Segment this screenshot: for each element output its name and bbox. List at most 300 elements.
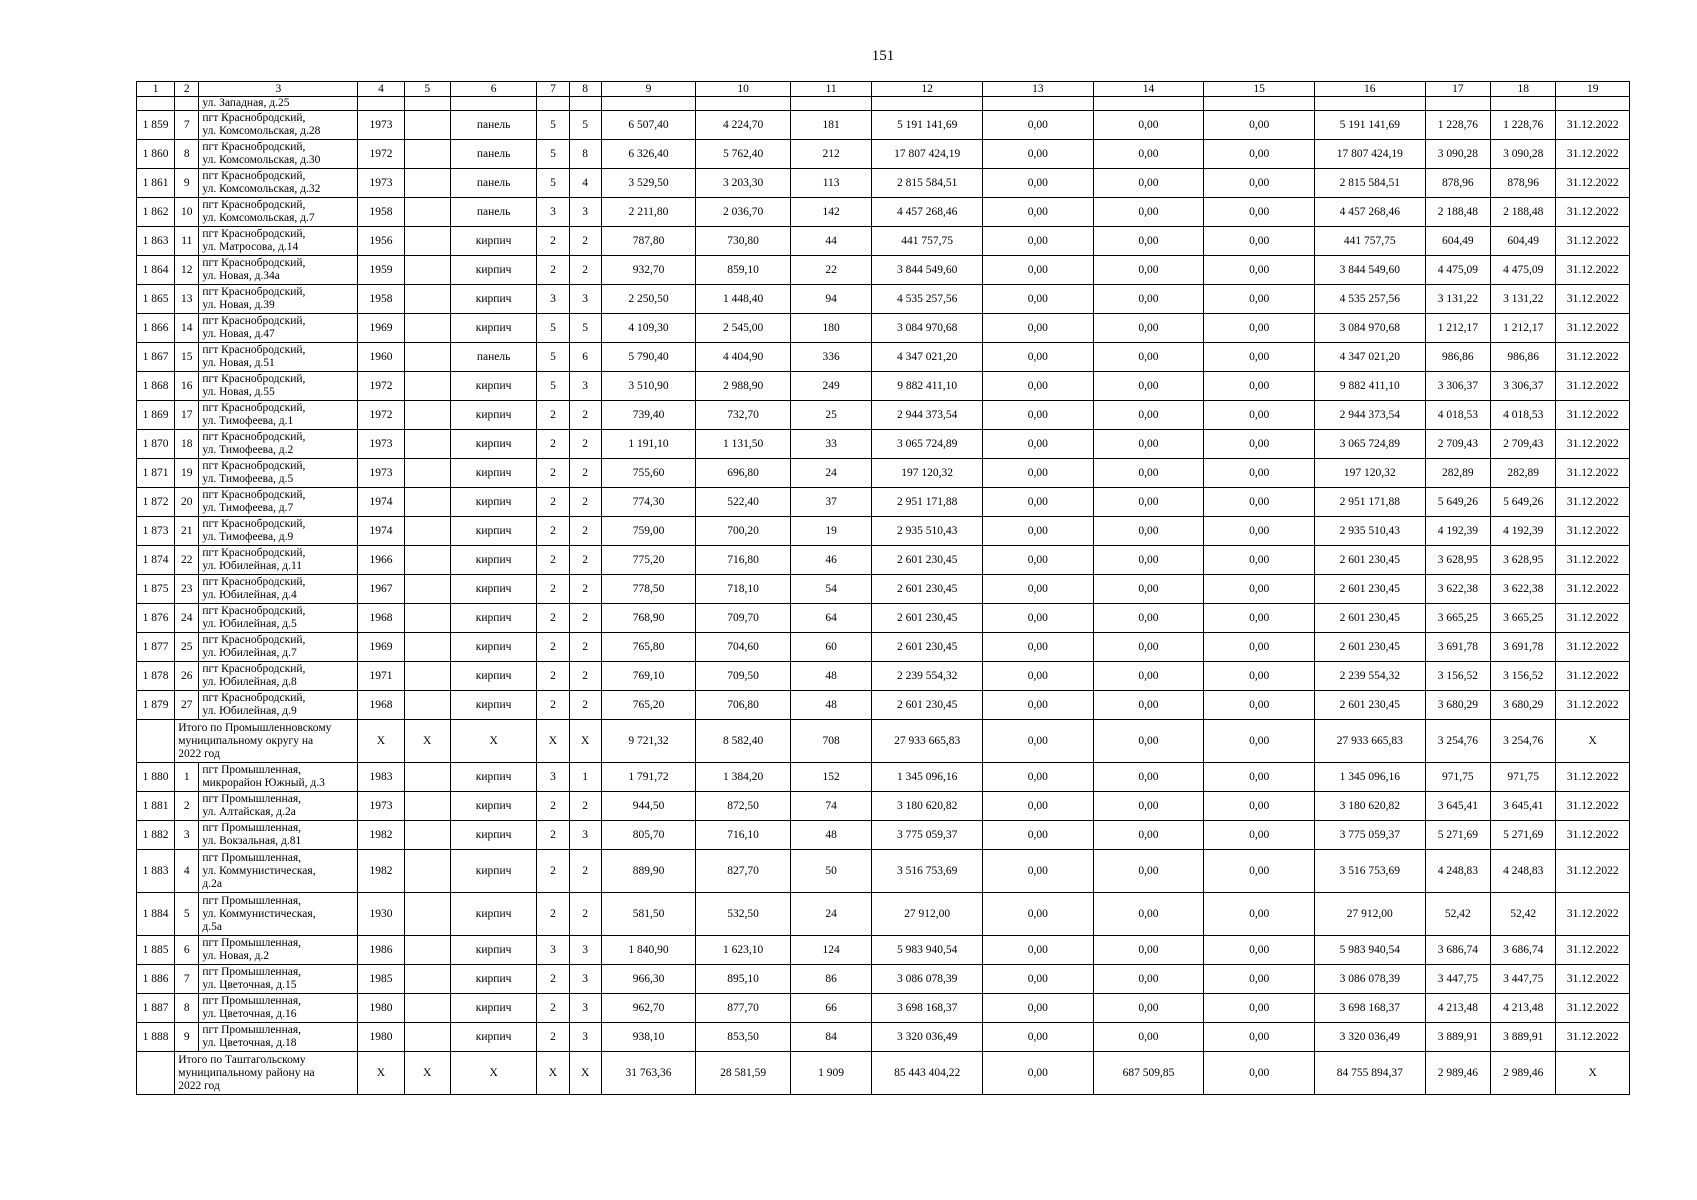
col-5-cell: X bbox=[404, 1052, 450, 1095]
col-14-cell: 0,00 bbox=[1093, 821, 1204, 850]
address-line: д.2а bbox=[202, 877, 222, 890]
col-11-cell: 84 bbox=[790, 1023, 871, 1052]
col-14-cell: 0,00 bbox=[1093, 285, 1204, 314]
address-line: пгт Краснобродский, bbox=[202, 460, 306, 472]
col-9-cell: 889,90 bbox=[601, 850, 696, 893]
column-header: 17 bbox=[1425, 82, 1490, 97]
col-16-cell: 3 065 724,89 bbox=[1314, 430, 1425, 459]
col-4-cell: 1980 bbox=[358, 994, 404, 1023]
col-14-cell: 0,00 bbox=[1093, 691, 1204, 720]
col-15-cell: 0,00 bbox=[1204, 227, 1315, 256]
col-14-cell: 0,00 bbox=[1093, 662, 1204, 691]
col-6-cell: кирпич bbox=[450, 285, 537, 314]
col-18-cell: 3 691,78 bbox=[1491, 633, 1556, 662]
col-9-cell: 4 109,30 bbox=[601, 314, 696, 343]
col-14-cell: 0,00 bbox=[1093, 140, 1204, 169]
address-line: пгт Промышленная, bbox=[202, 851, 301, 864]
col-15-cell: 0,00 bbox=[1204, 198, 1315, 227]
address-cell bbox=[199, 965, 358, 994]
col-6-cell: кирпич bbox=[450, 488, 537, 517]
col-8-cell: X bbox=[569, 1052, 601, 1095]
col-9-cell: 787,80 bbox=[601, 227, 696, 256]
table-row bbox=[137, 821, 1630, 850]
col-4-cell: 1973 bbox=[358, 430, 404, 459]
col-11-cell: 66 bbox=[790, 994, 871, 1023]
column-header: 1 bbox=[137, 82, 175, 97]
record-number-cell: 1 875 bbox=[137, 575, 175, 604]
col-10-cell: 1 384,20 bbox=[696, 763, 791, 792]
col-8-cell: 2 bbox=[569, 256, 601, 285]
col-8-cell: 1 bbox=[569, 763, 601, 792]
col-10-cell: 859,10 bbox=[696, 256, 791, 285]
col-4-cell: 1974 bbox=[358, 488, 404, 517]
address-cell bbox=[199, 575, 358, 604]
col-7-cell: 2 bbox=[537, 1023, 569, 1052]
col-18-cell: 282,89 bbox=[1491, 459, 1556, 488]
col-12-cell: 2 951 171,88 bbox=[872, 488, 983, 517]
table-continuation-row bbox=[137, 97, 1630, 111]
col-15-cell: 0,00 bbox=[1204, 285, 1315, 314]
col-5-cell bbox=[404, 140, 450, 169]
col-10-cell: 704,60 bbox=[696, 633, 791, 662]
col-16-cell bbox=[1314, 97, 1425, 111]
col-11-cell: 113 bbox=[790, 169, 871, 198]
table-row bbox=[137, 401, 1630, 430]
col-11-cell: 46 bbox=[790, 546, 871, 575]
col-19-cell: 31.12.2022 bbox=[1556, 662, 1630, 691]
col-17-cell: 5 649,26 bbox=[1425, 488, 1490, 517]
table-row bbox=[137, 763, 1630, 792]
page-number: 151 bbox=[871, 48, 895, 64]
col-4-cell: 1980 bbox=[358, 1023, 404, 1052]
table-row bbox=[137, 792, 1630, 821]
address-line: пгт Краснобродский, bbox=[202, 141, 306, 153]
address-cell bbox=[199, 662, 358, 691]
address-line: пгт Промышленная, bbox=[202, 894, 301, 907]
col-18-cell: 3 889,91 bbox=[1491, 1023, 1556, 1052]
address-line: пгт Промышленная, bbox=[202, 764, 301, 776]
col-17-cell: 2 989,46 bbox=[1425, 1052, 1490, 1095]
address-cell bbox=[199, 140, 358, 169]
col-19-cell: 31.12.2022 bbox=[1556, 430, 1630, 459]
col-13-cell: 0,00 bbox=[983, 285, 1094, 314]
col-7-cell: 2 bbox=[537, 604, 569, 633]
col-13-cell: 0,00 bbox=[983, 821, 1094, 850]
col-5-cell bbox=[404, 662, 450, 691]
col-10-cell: 827,70 bbox=[696, 850, 791, 893]
col-18-cell: 3 686,74 bbox=[1491, 936, 1556, 965]
col-11-cell: 94 bbox=[790, 285, 871, 314]
col-9-cell: 938,10 bbox=[601, 1023, 696, 1052]
col-12-cell: 197 120,32 bbox=[872, 459, 983, 488]
col-6-cell: панель bbox=[450, 198, 537, 227]
address-line: ул. Новая, д.51 bbox=[202, 357, 275, 369]
col-4-cell: 1973 bbox=[358, 792, 404, 821]
table-row bbox=[137, 343, 1630, 372]
col-6-cell: кирпич bbox=[450, 256, 537, 285]
col-11-cell: 74 bbox=[790, 792, 871, 821]
col-19-cell: 31.12.2022 bbox=[1556, 343, 1630, 372]
col-14-cell: 0,00 bbox=[1093, 792, 1204, 821]
col-13-cell: 0,00 bbox=[983, 633, 1094, 662]
col-6-cell: кирпич bbox=[450, 575, 537, 604]
col-12-cell: 441 757,75 bbox=[872, 227, 983, 256]
col-14-cell: 0,00 bbox=[1093, 430, 1204, 459]
col-9-cell: 581,50 bbox=[601, 893, 696, 936]
col-7-cell: 2 bbox=[537, 850, 569, 893]
record-number-cell: 1 877 bbox=[137, 633, 175, 662]
address-line: пгт Краснобродский, bbox=[202, 489, 306, 501]
col-11-cell: 50 bbox=[790, 850, 871, 893]
col-8-cell bbox=[569, 97, 601, 111]
table-row bbox=[137, 111, 1630, 140]
address-line: ул. Новая, д.2 bbox=[202, 950, 270, 962]
col-14-cell: 0,00 bbox=[1093, 720, 1204, 763]
col-13-cell: 0,00 bbox=[983, 372, 1094, 401]
col-7-cell: 2 bbox=[537, 227, 569, 256]
col-15-cell: 0,00 bbox=[1204, 633, 1315, 662]
col-12-cell: 2 601 230,45 bbox=[872, 604, 983, 633]
col-17-cell: 1 228,76 bbox=[1425, 111, 1490, 140]
address-line: ул. Тимофеева, д.2 bbox=[202, 444, 294, 456]
col-16-cell: 9 882 411,10 bbox=[1314, 372, 1425, 401]
col-8-cell: 5 bbox=[569, 314, 601, 343]
col-16-cell: 3 698 168,37 bbox=[1314, 994, 1425, 1023]
address-line: пгт Краснобродский, bbox=[202, 576, 306, 588]
col-13-cell: 0,00 bbox=[983, 763, 1094, 792]
col-9-cell: 768,90 bbox=[601, 604, 696, 633]
address-cell bbox=[199, 633, 358, 662]
col-14-cell: 0,00 bbox=[1093, 763, 1204, 792]
col-4-cell: 1982 bbox=[358, 850, 404, 893]
col-9-cell: 966,30 bbox=[601, 965, 696, 994]
col-13-cell: 0,00 bbox=[983, 965, 1094, 994]
col-14-cell: 0,00 bbox=[1093, 198, 1204, 227]
col-16-cell: 2 951 171,88 bbox=[1314, 488, 1425, 517]
local-number-cell: 13 bbox=[175, 285, 199, 314]
col-10-cell: 2 036,70 bbox=[696, 198, 791, 227]
col-10-cell: 1 448,40 bbox=[696, 285, 791, 314]
col-18-cell bbox=[1491, 97, 1556, 111]
col-11-cell: 48 bbox=[790, 821, 871, 850]
col-6-cell: X bbox=[450, 720, 537, 763]
col-10-cell: 718,10 bbox=[696, 575, 791, 604]
col-13-cell: 0,00 bbox=[983, 430, 1094, 459]
column-header: 10 bbox=[696, 82, 791, 97]
address-line: ул. Тимофеева, д.9 bbox=[202, 531, 294, 543]
local-number-cell: 22 bbox=[175, 546, 199, 575]
col-4-cell: X bbox=[358, 1052, 404, 1095]
col-14-cell: 0,00 bbox=[1093, 169, 1204, 198]
col-19-cell: 31.12.2022 bbox=[1556, 546, 1630, 575]
col-10-cell: 877,70 bbox=[696, 994, 791, 1023]
column-header: 16 bbox=[1314, 82, 1425, 97]
address-cell bbox=[199, 372, 358, 401]
col-4-cell: 1973 bbox=[358, 169, 404, 198]
record-number-cell bbox=[137, 720, 175, 763]
total-label-line: муниципальному району на bbox=[178, 1066, 315, 1079]
col-7-cell: 2 bbox=[537, 546, 569, 575]
col-6-cell: кирпич bbox=[450, 936, 537, 965]
col-10-cell: 700,20 bbox=[696, 517, 791, 546]
col-12-cell: 2 239 554,32 bbox=[872, 662, 983, 691]
col-5-cell bbox=[404, 575, 450, 604]
col-14-cell: 0,00 bbox=[1093, 1023, 1204, 1052]
col-5-cell bbox=[404, 763, 450, 792]
col-10-cell: 28 581,59 bbox=[696, 1052, 791, 1095]
col-17-cell: 4 475,09 bbox=[1425, 256, 1490, 285]
col-14-cell: 0,00 bbox=[1093, 994, 1204, 1023]
address-cell bbox=[199, 227, 358, 256]
local-number-cell: 26 bbox=[175, 662, 199, 691]
col-8-cell: 2 bbox=[569, 662, 601, 691]
col-10-cell: 532,50 bbox=[696, 893, 791, 936]
col-9-cell: 778,50 bbox=[601, 575, 696, 604]
table-row bbox=[137, 314, 1630, 343]
address-line: микрорайон Южный, д.3 bbox=[202, 777, 325, 789]
record-number-cell: 1 863 bbox=[137, 227, 175, 256]
col-4-cell: 1959 bbox=[358, 256, 404, 285]
col-19-cell: 31.12.2022 bbox=[1556, 604, 1630, 633]
address-cell bbox=[199, 821, 358, 850]
address-line: пгт Краснобродский, bbox=[202, 199, 306, 211]
col-12-cell: 3 084 970,68 bbox=[872, 314, 983, 343]
local-number-cell: 25 bbox=[175, 633, 199, 662]
col-17-cell: 3 680,29 bbox=[1425, 691, 1490, 720]
table-row bbox=[137, 604, 1630, 633]
record-number-cell: 1 866 bbox=[137, 314, 175, 343]
col-16-cell: 5 983 940,54 bbox=[1314, 936, 1425, 965]
record-number-cell: 1 884 bbox=[137, 893, 175, 936]
col-17-cell: 3 090,28 bbox=[1425, 140, 1490, 169]
record-number-cell: 1 888 bbox=[137, 1023, 175, 1052]
record-number-cell: 1 886 bbox=[137, 965, 175, 994]
col-17-cell bbox=[1425, 97, 1490, 111]
col-13-cell: 0,00 bbox=[983, 691, 1094, 720]
col-10-cell: 8 582,40 bbox=[696, 720, 791, 763]
col-7-cell: 3 bbox=[537, 936, 569, 965]
table-row bbox=[137, 691, 1630, 720]
col-9-cell: 775,20 bbox=[601, 546, 696, 575]
col-17-cell: 3 131,22 bbox=[1425, 285, 1490, 314]
col-19-cell: 31.12.2022 bbox=[1556, 691, 1630, 720]
col-19-cell bbox=[1556, 97, 1630, 111]
col-9-cell: 3 510,90 bbox=[601, 372, 696, 401]
address-line: ул. Новая, д.34а bbox=[202, 270, 280, 282]
address-cell bbox=[199, 430, 358, 459]
address-line: ул. Юбилейная, д.8 bbox=[202, 676, 297, 688]
col-17-cell: 3 306,37 bbox=[1425, 372, 1490, 401]
col-13-cell: 0,00 bbox=[983, 111, 1094, 140]
address-line: ул. Юбилейная, д.5 bbox=[202, 618, 297, 630]
col-15-cell: 0,00 bbox=[1204, 111, 1315, 140]
col-17-cell: 3 889,91 bbox=[1425, 1023, 1490, 1052]
col-14-cell: 0,00 bbox=[1093, 893, 1204, 936]
col-12-cell bbox=[872, 97, 983, 111]
col-4-cell: 1972 bbox=[358, 372, 404, 401]
col-16-cell: 3 320 036,49 bbox=[1314, 1023, 1425, 1052]
col-15-cell: 0,00 bbox=[1204, 575, 1315, 604]
col-5-cell bbox=[404, 488, 450, 517]
col-12-cell: 2 944 373,54 bbox=[872, 401, 983, 430]
total-label-cell bbox=[175, 720, 358, 763]
address-cell bbox=[199, 488, 358, 517]
col-19-cell: 31.12.2022 bbox=[1556, 792, 1630, 821]
col-5-cell bbox=[404, 936, 450, 965]
col-6-cell: кирпич bbox=[450, 1023, 537, 1052]
col-16-cell: 3 844 549,60 bbox=[1314, 256, 1425, 285]
col-11-cell: 142 bbox=[790, 198, 871, 227]
col-9-cell: 769,10 bbox=[601, 662, 696, 691]
table-row bbox=[137, 994, 1630, 1023]
col-10-cell: 4 404,90 bbox=[696, 343, 791, 372]
col-16-cell: 2 601 230,45 bbox=[1314, 691, 1425, 720]
col-15-cell: 0,00 bbox=[1204, 821, 1315, 850]
col-7-cell: 5 bbox=[537, 169, 569, 198]
col-14-cell: 0,00 bbox=[1093, 227, 1204, 256]
col-16-cell: 3 084 970,68 bbox=[1314, 314, 1425, 343]
address-line: пгт Краснобродский, bbox=[202, 344, 306, 356]
address-line: ул. Юбилейная, д.4 bbox=[202, 589, 297, 601]
col-18-cell: 2 989,46 bbox=[1491, 1052, 1556, 1095]
local-number-cell: 27 bbox=[175, 691, 199, 720]
col-5-cell bbox=[404, 372, 450, 401]
col-19-cell: 31.12.2022 bbox=[1556, 965, 1630, 994]
record-number-cell: 1 882 bbox=[137, 821, 175, 850]
table-row bbox=[137, 140, 1630, 169]
col-10-cell: 853,50 bbox=[696, 1023, 791, 1052]
address-line: пгт Промышленная, bbox=[202, 937, 301, 949]
col-18-cell: 3 090,28 bbox=[1491, 140, 1556, 169]
col-7-cell: 5 bbox=[537, 372, 569, 401]
col-19-cell: 31.12.2022 bbox=[1556, 459, 1630, 488]
col-10-cell: 3 203,30 bbox=[696, 169, 791, 198]
local-number-cell: 24 bbox=[175, 604, 199, 633]
col-5-cell bbox=[404, 169, 450, 198]
col-17-cell: 3 628,95 bbox=[1425, 546, 1490, 575]
col-9-cell: 3 529,50 bbox=[601, 169, 696, 198]
col-4-cell: 1960 bbox=[358, 343, 404, 372]
col-5-cell bbox=[404, 111, 450, 140]
col-17-cell: 3 156,52 bbox=[1425, 662, 1490, 691]
col-12-cell: 3 180 620,82 bbox=[872, 792, 983, 821]
col-6-cell: кирпич bbox=[450, 965, 537, 994]
col-8-cell: 2 bbox=[569, 575, 601, 604]
col-18-cell: 52,42 bbox=[1491, 893, 1556, 936]
col-8-cell: 3 bbox=[569, 1023, 601, 1052]
address-line: пгт Краснобродский, bbox=[202, 228, 306, 240]
col-14-cell: 0,00 bbox=[1093, 850, 1204, 893]
col-4-cell: 1985 bbox=[358, 965, 404, 994]
col-16-cell: 4 457 268,46 bbox=[1314, 198, 1425, 227]
local-number-cell: 15 bbox=[175, 343, 199, 372]
col-18-cell: 1 228,76 bbox=[1491, 111, 1556, 140]
col-16-cell: 3 180 620,82 bbox=[1314, 792, 1425, 821]
column-header: 5 bbox=[404, 82, 450, 97]
col-11-cell: 336 bbox=[790, 343, 871, 372]
address-line: ул. Комсомольская, д.30 bbox=[202, 154, 321, 166]
col-15-cell: 0,00 bbox=[1204, 169, 1315, 198]
col-18-cell: 4 213,48 bbox=[1491, 994, 1556, 1023]
col-9-cell: 932,70 bbox=[601, 256, 696, 285]
col-5-cell bbox=[404, 604, 450, 633]
address-line: ул. Алтайская, д.2а bbox=[202, 806, 296, 818]
column-header: 13 bbox=[983, 82, 1094, 97]
column-number-row bbox=[137, 82, 1630, 97]
address-line: пгт Краснобродский, bbox=[202, 402, 306, 414]
col-4-cell: 1973 bbox=[358, 111, 404, 140]
col-13-cell: 0,00 bbox=[983, 893, 1094, 936]
col-5-cell bbox=[404, 401, 450, 430]
col-13-cell: 0,00 bbox=[983, 936, 1094, 965]
column-header: 4 bbox=[358, 82, 404, 97]
col-9-cell: 31 763,36 bbox=[601, 1052, 696, 1095]
address-line: пгт Краснобродский, bbox=[202, 431, 306, 443]
col-12-cell: 5 983 940,54 bbox=[872, 936, 983, 965]
col-7-cell: 3 bbox=[537, 198, 569, 227]
col-11-cell: 86 bbox=[790, 965, 871, 994]
col-8-cell: 2 bbox=[569, 517, 601, 546]
address-line: пгт Краснобродский, bbox=[202, 634, 306, 646]
col-10-cell: 2 988,90 bbox=[696, 372, 791, 401]
col-4-cell: 1930 bbox=[358, 893, 404, 936]
col-11-cell: 1 909 bbox=[790, 1052, 871, 1095]
col-17-cell: 604,49 bbox=[1425, 227, 1490, 256]
col-8-cell: 2 bbox=[569, 633, 601, 662]
column-header: 9 bbox=[601, 82, 696, 97]
col-12-cell: 2 815 584,51 bbox=[872, 169, 983, 198]
col-13-cell: 0,00 bbox=[983, 546, 1094, 575]
col-15-cell: 0,00 bbox=[1204, 256, 1315, 285]
table-row bbox=[137, 575, 1630, 604]
col-7-cell: 2 bbox=[537, 459, 569, 488]
col-8-cell: 2 bbox=[569, 792, 601, 821]
col-15-cell: 0,00 bbox=[1204, 372, 1315, 401]
address-cell bbox=[199, 459, 358, 488]
col-16-cell: 27 933 665,83 bbox=[1314, 720, 1425, 763]
col-18-cell: 3 156,52 bbox=[1491, 662, 1556, 691]
col-16-cell: 27 912,00 bbox=[1314, 893, 1425, 936]
col-10-cell: 4 224,70 bbox=[696, 111, 791, 140]
col-10-cell: 709,50 bbox=[696, 662, 791, 691]
col-16-cell: 2 815 584,51 bbox=[1314, 169, 1425, 198]
col-19-cell: 31.12.2022 bbox=[1556, 111, 1630, 140]
col-15-cell: 0,00 bbox=[1204, 517, 1315, 546]
total-label-line: муниципальному округу на bbox=[178, 734, 314, 747]
col-10-cell: 522,40 bbox=[696, 488, 791, 517]
col-12-cell: 85 443 404,22 bbox=[872, 1052, 983, 1095]
address-cell bbox=[199, 401, 358, 430]
record-number-cell: 1 859 bbox=[137, 111, 175, 140]
col-17-cell: 3 665,25 bbox=[1425, 604, 1490, 633]
col-7-cell: 2 bbox=[537, 893, 569, 936]
record-number-cell bbox=[137, 97, 175, 111]
col-18-cell: 1 212,17 bbox=[1491, 314, 1556, 343]
col-17-cell: 282,89 bbox=[1425, 459, 1490, 488]
col-19-cell: 31.12.2022 bbox=[1556, 994, 1630, 1023]
address-cell bbox=[199, 546, 358, 575]
local-number-cell: 17 bbox=[175, 401, 199, 430]
col-13-cell: 0,00 bbox=[983, 401, 1094, 430]
address-line: пгт Промышленная, bbox=[202, 1024, 301, 1036]
col-14-cell: 0,00 bbox=[1093, 604, 1204, 633]
column-header: 19 bbox=[1556, 82, 1630, 97]
col-8-cell: 3 bbox=[569, 965, 601, 994]
address-line: ул. Коммунистическая, bbox=[202, 864, 316, 877]
col-14-cell: 0,00 bbox=[1093, 459, 1204, 488]
record-number-cell: 1 885 bbox=[137, 936, 175, 965]
address-line: ул. Вокзальная, д.81 bbox=[202, 835, 302, 847]
